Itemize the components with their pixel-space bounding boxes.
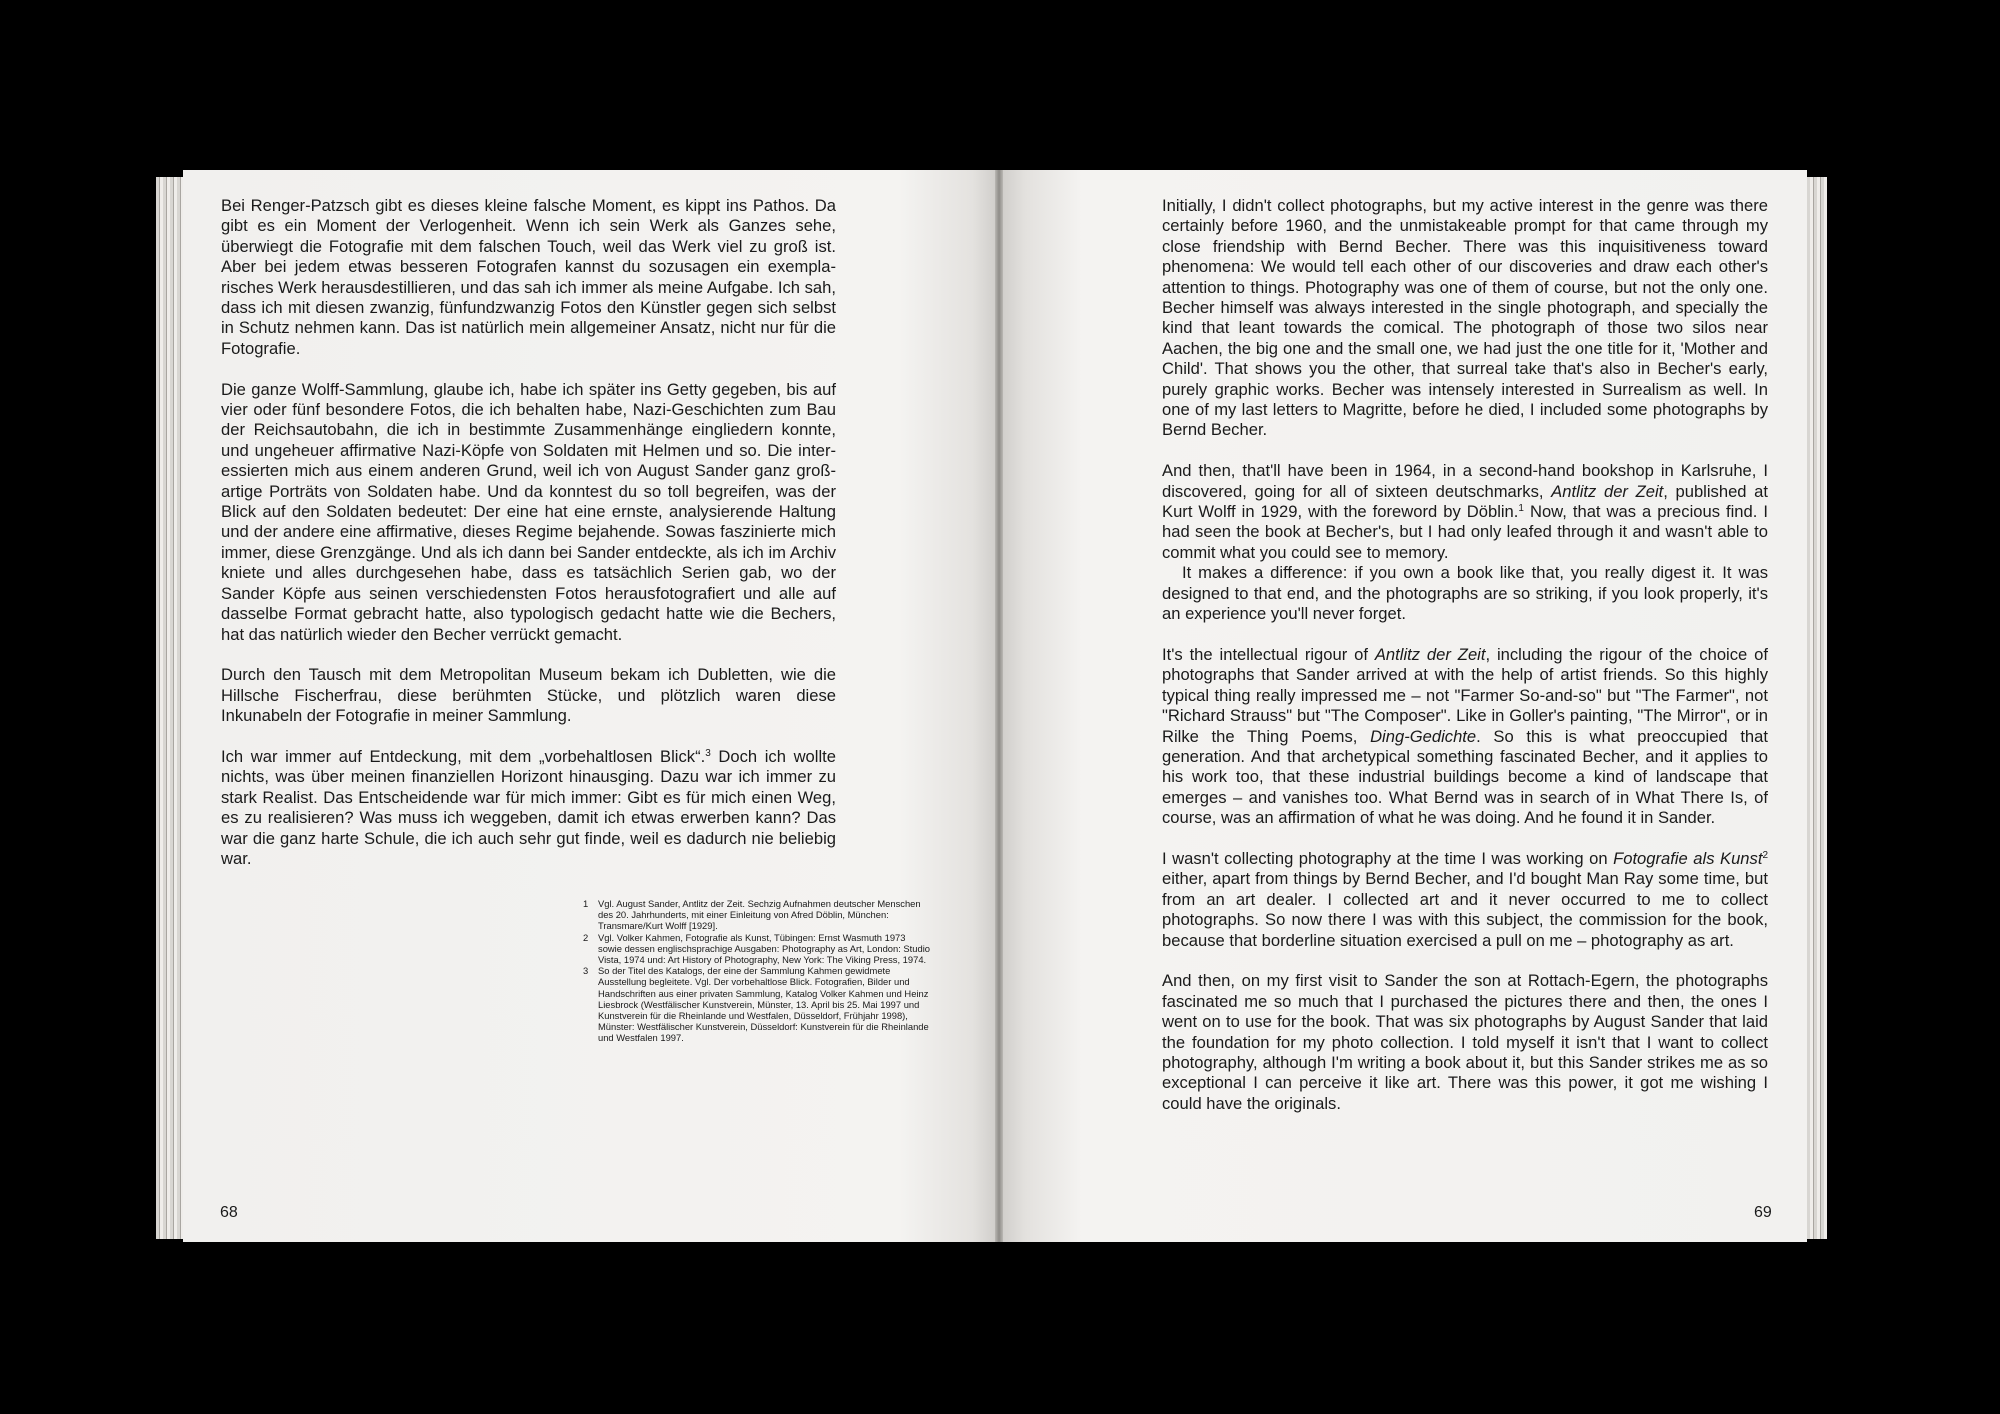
footnote-ref: 2 [1762, 849, 1768, 861]
book-gutter [995, 170, 1003, 1242]
book-title: Fotografie als Kunst [1613, 848, 1763, 868]
text-run: Ich war immer auf Entdeckung, mit dem „vorbehaltlosen Blick“. [221, 746, 706, 766]
paragraph: Bei Renger-Patzsch gibt es dieses kleine falsche Moment, es kippt ins Pathos. Da gibt es ein Moment der Verlogenheit. Wenn ich sein Werk als Ganzes sehe, überwiegt die Fotografie mit dem falschen Touch, weil das Werk viel zu groß ist. Aber bei jedem etwas besseren Fotografen kannst du sozusagen ein exemplarisches Werk herausdestillieren, und das sah ich immer als meine Aufgabe. Ich sah, dass ich mit diesen zwanzig, fünfundzwanzig Fotos den Künstler gegen sich selbst in Schutz nehmen kann. Das ist natürlich mein allgemeiner Ansatz, nicht nur für die Fotografie. [221, 196, 836, 358]
text-run: It's the intellectual rigour of [1162, 644, 1375, 664]
page-number-left: 68 [220, 1204, 238, 1221]
footnote-text: Vgl. Volker Kahmen, Fotografie als Kunst, Tübingen: Ernst Wasmuth 1973 sowie dessen englischsprachige Ausgaben: Photography as Art, London: Studio Vista, 1974 und: Art History of Photography, New York: The Viking Press, 1974. [598, 931, 930, 966]
text-run: Doch ich wollte nichts, was über meinen finanziellen Horizont hinausging. Dazu war ich immer zu stark Realist. Das Entscheidende war für mich immer: Gibt es für mich einen Weg, es zu realisieren? Was muss ich weggeben, damit ich etwas erwerben kann? Das war die ganz harte Schule, die ich auch sehr gut finde, weil es dadurch nie beliebig war. [221, 746, 836, 868]
footnote [583, 898, 930, 932]
text-run: . So this is what preoccupied that generation. And that archetypical something fascinated Becher, and it applies to his work too, that these industrial buildings become a kind of landscape that emerges – and vanishes too. What Bernd was in search of in What There Is, of course, was an affirmation of what he was doing. And he found it in Sander. [1162, 726, 1768, 828]
right-body-text [1162, 196, 1768, 1135]
footnote [583, 965, 930, 1043]
book-title: Ding-Gedichte [1370, 726, 1477, 746]
paragraph [1162, 461, 1768, 563]
paragraph [1162, 849, 1768, 951]
footnote-number: 2 [583, 931, 589, 943]
footnotes [583, 898, 930, 1044]
text-run: either, apart from things by Bernd Becher, and I'd bought Man Ray some time, but from an art dealer. I collected art and it never occurred to me to collect photographs. So now there I was with this subject, the commission for the book, because that borderline situation exercised a pull on me – photography as art. [1162, 869, 1768, 950]
footnote-number: 3 [583, 965, 589, 977]
text-run: I wasn't collecting photography at the time I was working on [1162, 848, 1614, 868]
footnote-text: Vgl. August Sander, Antlitz der Zeit. Sechzig Aufnahmen deutscher Menschen des 20. Jahrhunderts, mit einer Einleitung von Afred Döblin, München: Transmare/Kurt Wolff [1929]. [598, 898, 921, 932]
paragraph: Initially, I didn't collect photographs, but my active interest in the genre was there certainly before 1960, and the unmistakeable prompt for that came through my close friendship with Bernd Becher. There was this inquisitiveness toward phenomena: We would tell each other of our discoveries and draw each other's attention to things. Photography was one of them of course, but not the only one. Becher himself was always interested in the single photograph, and specially the kind that leant towards the comical. The photograph of those two silos near Aachen, the big one and the small one, we had just the one title for it, 'Mother and Child'. That shows you the other, that surreal take that's also in Becher's early, purely graphic works. Becher was intensely interested in Surrealism as well. In one of my last letters to Magritte, before he died, I included some photographs by Bernd Becher. [1162, 196, 1768, 440]
page-edges-left [156, 177, 186, 1239]
text-run: And then, that'll have been in 1964, in a second-hand bookshop in Karlsruhe, I discovered, going for all of sixteen deutschmarks, [1162, 461, 1768, 501]
footnote-ref: 3 [705, 747, 711, 759]
paragraph [221, 747, 836, 869]
book-title: Antlitz der Zeit [1551, 481, 1664, 501]
text-run: , published at Kurt Wolff in 1929, with the foreword by Döblin. [1162, 481, 1768, 522]
paragraph: Durch den Tausch mit dem Metropolitan Museum bekam ich Dubletten, wie die Hillsche Fischerfrau, diese berühmten Stücke, und plötzlich waren diese Inkunabeln der Fotografie in meiner Sammlung. [221, 665, 836, 726]
paragraph [1162, 645, 1768, 829]
footnote-number: 1 [583, 898, 589, 909]
paragraph: Die ganze Wolff-Sammlung, glaube ich, habe ich später ins Getty gegeben, bis auf vier oder fünf besondere Fotos, die ich behalten habe, Nazi-Geschichten zum Bau der Reichsautobahn, die ich in bestimmte Zusammenhänge eingliedern konnte, und ungeheuer affirmative Nazi-Köpfe von Soldaten mit Helmen und so. Die interessierten mich aus einem anderen Grund, weil ich von August Sander ganz großartige Porträts von Soldaten habe. Und da konntest du so toll begreifen, was der Blick auf den Soldaten bedeutet: Der eine hat eine ernste, analysierende Haltung und der andere eine affirmative, dieses Regime bejahende. Sowas faszinierte mich immer, diese Grenzgänge. Und als ich dann bei Sander entdeckte, als ich im Archiv kniete und alles durchgesehen habe, dass es tatsächlich Serien gab, wo der Sander Köpfe aus seinen verschiedensten Fotos herausfotografiert und alle auf dasselbe Format gebracht hatte, also typologisch gedacht hatte wie die Bechers, hat das natürlich wieder den Becher verrückt gemacht. [221, 379, 836, 644]
text-run: Now, that was a precious find. I had seen the book at Becher's, but I had only leafed through it and wasn't able to commit what you could see to memory. [1162, 502, 1768, 562]
paragraph: And then, on my first visit to Sander the son at Rottach-Egern, the photographs fascinated me so much that I purchased the pictures there and then, the ones I went on to use for the book. That was six photographs by August Sander that laid the foundation for my photo collection. I told myself it isn't that I want to collect photography, although I'm writing a book about it, but this Sander strikes me as so exceptional I can perceive it like art. There was this power, it got me wishing I could have the originals. [1162, 971, 1768, 1113]
footnote [583, 932, 930, 966]
text-run: , including the rigour of the choice of photographs that Sander arrived at with the help of artist friends. So this highly typical thing really impressed me – not "Farmer So-and-so" but "The Farmer", not "Richard Strauss" but "The Composer". Like in Goller's painting, "The Mirror", or in Rilke the Thing Poems, [1162, 644, 1768, 746]
page-number-right: 69 [1754, 1204, 1772, 1221]
footnote-text: So der Titel des Katalogs, der eine der Sammlung Kahmen gewidmete Ausstellung begleitete. Vgl. Der vorbehaltlose Blick. Fotografien, Bilder und Handschriften aus einer privaten Sammlung, Katalog Volker Kahmen und Heinz Liesbrock (Westfälischer Kunstverein, Münster, 13. April bis 25. Mai 1997 und Kunstverein für die Rheinlande und Westfalen, Düsseldorf, Frühjahr 1998), Münster: Westfälischer Kunstverein, Düsseldorf: Kunstverein für die Rheinlande und Westfalen 1997. [598, 965, 929, 1044]
book-title: Antlitz der Zeit [1374, 644, 1486, 664]
paragraph: It makes a difference: if you own a book like that, you really digest it. It was designed to that end, and the photographs are so striking, if you look properly, it's an experience you'll never forget. [1162, 563, 1768, 624]
left-body-text [221, 196, 836, 890]
footnote-ref: 1 [1518, 503, 1524, 515]
